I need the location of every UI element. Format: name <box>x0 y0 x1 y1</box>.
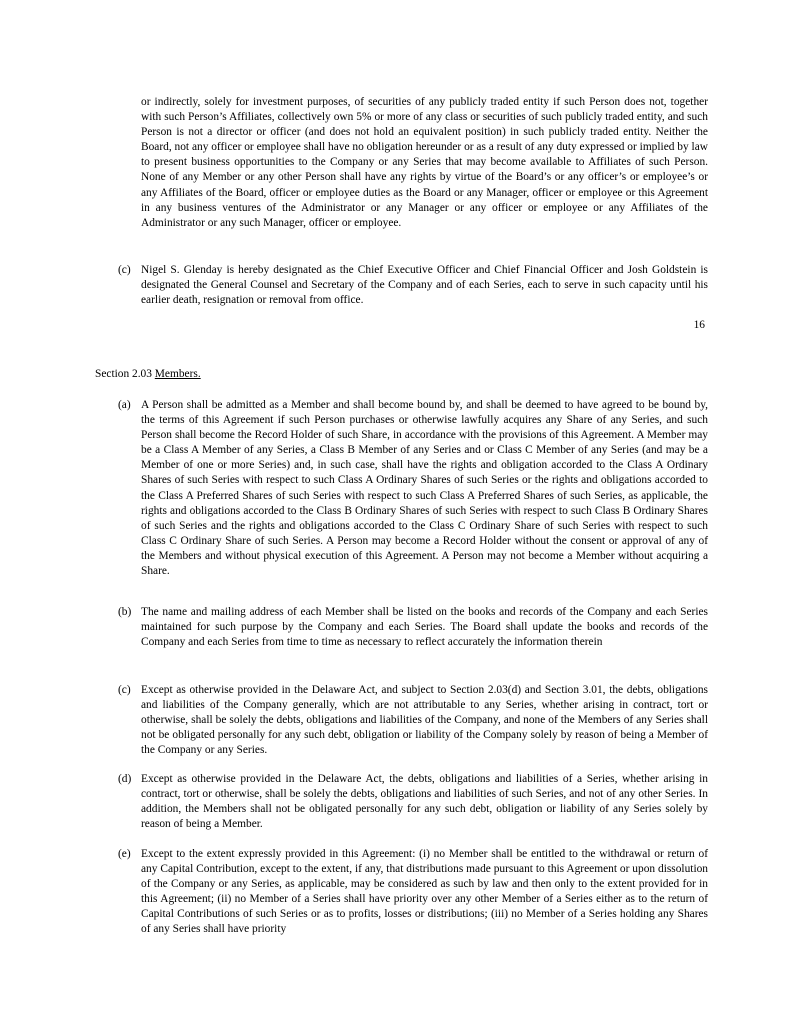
item-label: (a) <box>118 399 131 411</box>
item-label: (b) <box>118 606 132 618</box>
item-text: The name and mailing address of each Member shall be listed on the books and records of the Company and each Series maintained for such purpose by the Company and each Series. The Board shall update the books and records of the Company and each Series from time to time as necessary to reflect accurately the information therein <box>141 606 708 649</box>
list-item <box>118 398 708 593</box>
item-text: Nigel S. Glenday is hereby designated as the Chief Executive Officer and Chief Financial Officer and Josh Goldstein is designated the General Counsel and Secretary of the Company and of each Series, each to serve in such capacity until his earlier death, resignation or removal from office. <box>141 264 708 307</box>
list-item <box>118 847 708 955</box>
item-text: Except to the extent expressly provided in this Agreement: (i) no Member shall be entitled to the withdrawal or return of any Capital Contribution, except to the extent, if any, that distributions made pursuant to this Agreement or upon dissolution of the Company or any Series, as applicable, may be considered as such by law and then only to the extent provided for in this Agreement; (ii) no Member of a Series shall have priority over any other Member of a Series either as to the return of Capital Contributions of such Series or as to profits, losses or distributions; (iii) no Member of a Series holding any Shares of any Series shall have priority <box>141 848 708 936</box>
item-label: (e) <box>118 848 131 860</box>
list-item <box>118 263 708 309</box>
item-label: (c) <box>118 264 131 276</box>
list-item <box>118 683 708 760</box>
list-item <box>118 605 708 667</box>
section-title: Members. <box>154 368 201 380</box>
section-number: Section 2.03 <box>95 368 155 380</box>
page-number: 16 <box>693 319 705 331</box>
item-text: Except as otherwise provided in the Delaware Act, the debts, obligations and liabilities of a Series, whether arising in contract, tort or otherwise, shall be solely the debts, obligations and liabilities of such Series, and not of any other Series. In addition, the Members shall not be obligated personally for any such debt, obligation or liability of any Series solely by reason of being a Member. <box>141 773 708 831</box>
section-heading <box>95 367 201 382</box>
item-text: Except as otherwise provided in the Delaware Act, and subject to Section 2.03(d) and Section 3.01, the debts, obligations and liabilities of the Company generally, which are not attributable to any Series, whether arising in contract, tort or otherwise, shall be solely the debts, obligations and liabilities of the Company, and none of the Members of any Series shall not be obligated personally for any such debt, obligation or liability of the Company solely by reason of being a Member of the Company or any Series. <box>141 684 708 757</box>
continuation-paragraph: or indirectly, solely for investment purposes, of securities of any publicly traded entity if such Person does not, together with such Person’s Affiliates, collectively own 5% or more of any class or securities of such publicly traded entity, and such Person is not a director or officer (and does not hold an equivalent position) in such publicly traded entity. Neither the Board, not any officer or employee shall have no obligation hereunder or as a result of any duty expressed or implied by law to present business opportunities to the Company or any Series that may become available to Affiliates of such Person. None of any Member or any other Person shall have any rights by virtue of the Board’s or any officer’s or employee’s or any Affiliates of the Board, officer or employee duties as the Board or any Manager, officer or employee or this Agreement in any business ventures of the Administrator or any Manager or any officer or employee or any Affiliates of the Administrator or any such Manager, officer or employee. <box>141 96 708 229</box>
list-item <box>118 772 708 834</box>
item-label: (d) <box>118 773 132 785</box>
item-text: A Person shall be admitted as a Member and shall become bound by, and shall be deemed to have agreed to be bound by, the terms of this Agreement if such Person purchases or otherwise lawfully acquires any Share of any Series, and such Person shall become the Record Holder of such Share, in accordance with the provisions of this Agreement. A Member may be a Class A Member of any Series, a Class B Member of any Series and or Class C Member of any Series (and may be a Member of one or more Series) and, in such case, shall have the rights and obligation accorded to the Class A Ordinary Shares of such Series with respect to such Class A Ordinary Shares of such Series or the rights and obligations accorded to the Class A Preferred Shares of such Series with respect to such Class A Preferred Shares of such Series, as applicable, the rights and obligations accorded to the Class B Ordinary Shares of such Series with respect to such Class B Ordinary Shares of such Series and the rights and obligations accorded to the Class C Ordinary Share of such Series with respect to such Class C Ordinary Share of such Series. A Person may become a Record Holder without the consent or approval of any of the Members and without physical execution of this Agreement. A Person may not become a Member without acquiring a Share. <box>141 399 708 578</box>
item-label: (c) <box>118 684 131 696</box>
